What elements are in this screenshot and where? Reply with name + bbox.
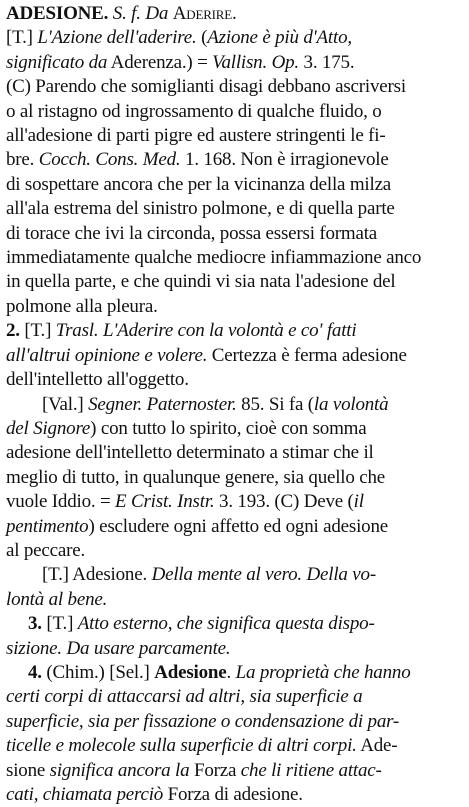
text-segment: vuole Iddio. = — [6, 491, 116, 513]
text-line — [6, 759, 461, 783]
text-segment: Vallisn. Op. — [212, 51, 299, 73]
text-line — [6, 661, 461, 685]
text-segment: (Chim.) [Sel.] — [41, 661, 155, 683]
text-line — [6, 563, 461, 587]
part-of-speech: S. f. — [112, 3, 141, 24]
text-line — [6, 173, 461, 197]
text-line — [6, 295, 461, 319]
text-segment: il — [353, 491, 364, 513]
headword: ADESIONE. — [6, 3, 109, 24]
text-segment: 2. — [6, 320, 20, 342]
text-segment: lontà al bene. — [6, 588, 108, 610]
text-line — [6, 197, 461, 221]
text-segment: [T.] — [41, 613, 78, 635]
text-line — [6, 515, 461, 539]
text-line — [6, 685, 461, 709]
text-segment: 3. 193. (C) Deve ( — [214, 491, 354, 513]
text-line — [6, 612, 461, 636]
text-segment: Trasl. L'Aderire con la volontà e co' fatti — [55, 320, 357, 342]
text-line — [6, 734, 461, 758]
text-segment: o al ristagno od ingrossamento di qualche fluido, o — [6, 100, 382, 122]
text-segment: di torace che ivi la circonda, possa essersi formata — [6, 222, 378, 244]
text-segment: Cocch. Cons. Med. — [38, 149, 181, 171]
text-segment: Atto esterno, che significa questa dispo- — [77, 613, 375, 635]
text-line — [6, 588, 461, 612]
text-line — [6, 783, 461, 807]
text-segment: adesione dell'intelletto determinato a stimar che il — [6, 442, 374, 464]
etymology-prefix: Da — [145, 3, 169, 24]
text-line — [6, 51, 461, 75]
text-segment: . — [226, 661, 236, 683]
text-segment: sizione. Da usare parcamente. — [6, 637, 231, 659]
text-segment: al peccare. — [6, 539, 86, 561]
text-segment: L'Azione dell'aderire. — [37, 27, 197, 49]
text-segment: meglio di tutto, in qualunque genere, sia quello che — [6, 466, 385, 488]
text-segment: [T.] — [6, 27, 38, 49]
text-line — [6, 270, 461, 294]
text-segment: 3. 175. — [298, 51, 355, 73]
text-segment: all'adesione di parti pigre ed austere stringenti le fi- — [6, 125, 386, 147]
text-segment: Forza — [189, 759, 241, 781]
text-segment: [T.] — [19, 320, 56, 342]
text-segment: all'ala estrema del sinistro polmone, e di quella parte — [6, 198, 395, 220]
text-segment: che li ritiene attac- — [240, 759, 382, 781]
text-line — [6, 637, 461, 661]
text-line — [6, 417, 461, 441]
text-segment: di sospettare ancora che per la vicinanza della milza — [6, 173, 392, 195]
text-segment: ) con tutto lo spirito, cioè con somma — [90, 417, 367, 439]
text-segment: Adesione — [154, 661, 227, 683]
text-segment: Azione è più d'Atto, — [207, 27, 352, 49]
text-segment: cati, chiamata perciò — [6, 784, 164, 805]
text-line — [6, 539, 461, 563]
text-segment: 85. Si fa ( — [236, 393, 314, 415]
text-line — [6, 319, 461, 343]
entry-header — [6, 2, 461, 26]
text-segment: significa ancora la — [49, 759, 190, 781]
text-segment: Ade- — [356, 735, 398, 757]
text-segment: ) escludere ogni affetto ed ogni adesione — [88, 515, 388, 537]
text-segment: 3. — [28, 613, 42, 635]
text-segment: dell'intelletto all'oggetto. — [6, 369, 189, 391]
text-segment: Della mente al vero. Della vo- — [151, 564, 376, 586]
text-line — [6, 466, 461, 490]
text-segment: Certezza è ferma adesione — [207, 344, 407, 366]
text-line — [6, 246, 461, 270]
text-segment: ( — [196, 27, 208, 49]
text-segment: all'altrui opinione e volere. — [6, 344, 208, 366]
etymology-word: Aderire. — [172, 3, 237, 24]
text-segment: immediatamente qualche mediocre infiammazione anco — [6, 247, 422, 269]
text-segment: certi corpi di attaccarsi ad altri, sia superficie a — [6, 686, 363, 708]
text-segment: in quella parte, e che quindi vi sia nata l'adesione del — [6, 271, 396, 293]
text-line — [6, 710, 461, 734]
text-line — [6, 26, 461, 50]
text-segment: [Val.] — [42, 393, 89, 415]
text-segment: pentimento — [6, 515, 89, 537]
text-segment: la volontà — [313, 393, 389, 415]
text-segment: sione — [6, 759, 50, 781]
text-segment: Aderenza.) = — [107, 51, 213, 73]
text-segment: 1. 168. Non è irragionevole — [180, 149, 389, 171]
text-line — [6, 100, 461, 124]
text-line — [6, 222, 461, 246]
text-line — [6, 75, 461, 99]
text-line — [6, 368, 461, 392]
text-line — [6, 441, 461, 465]
text-line — [6, 393, 461, 417]
text-segment: La proprietà che hanno — [235, 661, 411, 683]
entry-body — [6, 26, 461, 807]
text-line — [6, 344, 461, 368]
text-line — [6, 124, 461, 148]
text-line — [6, 490, 461, 514]
text-line — [6, 148, 461, 172]
text-segment: superficie, sia per fissazione o condensazione di par- — [6, 710, 400, 732]
text-segment: Forza di adesione. — [163, 784, 303, 805]
text-segment: 4. — [28, 661, 42, 683]
text-segment: E Crist. Instr. — [115, 491, 215, 513]
text-segment: (C) Parendo che somiglianti disagi debbano ascriversi — [6, 76, 406, 98]
text-segment: [T.] Adesione. — [42, 564, 152, 586]
text-segment: del Signore — [6, 417, 91, 439]
text-segment: polmone alla pleura. — [6, 295, 158, 317]
text-segment: bre. — [6, 149, 39, 171]
text-segment: Segner. Paternoster. — [88, 393, 237, 415]
text-segment: significato da — [6, 51, 108, 73]
text-segment: ticelle e molecole sulla superficie di altri corpi. — [6, 735, 357, 757]
